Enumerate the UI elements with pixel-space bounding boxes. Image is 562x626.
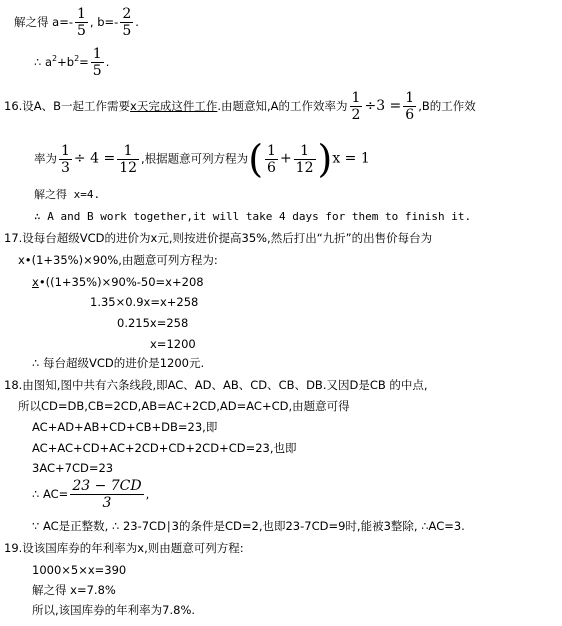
right-paren: ) xyxy=(317,137,333,181)
p17-line-4: 1.35×0.9x=x+258 xyxy=(90,295,199,309)
p18-line-1: 18.由图知,图中共有六条线段,即AC、AD、AB、CD、CB、DB.又因D是CB 的中点, xyxy=(4,378,428,392)
solution-line-sum-squares: ∴ $a^2+b^2=$ $\frac{1}{5}$ . xyxy=(34,46,110,79)
p17-line-5: 0.215x=258 xyxy=(117,316,189,330)
fraction-1-2: $\frac{1}{2}$ xyxy=(351,90,361,123)
fraction-1-5: $\frac{1}{5}$ xyxy=(77,6,86,39)
p16-line-4: ∴ A and B work together,it will take 4 days for them to finish it. xyxy=(34,210,472,223)
fraction-1-6: $\frac{1}{6}$ xyxy=(267,142,276,176)
p16-line-2: 率为 $\frac{1}{3}$ ÷ 4 = $\frac{1}{12}$ ,根据题意可列方程为( $\frac{1}{6}$ + $\frac{1}{12}$ )x = 1 xyxy=(34,137,370,181)
p18-line-3: AC+AD+AB+CD+CB+DB=23,即 xyxy=(32,420,218,434)
p17-line-3: x•((1+35%)×90%-50=x+208 xyxy=(32,275,204,289)
p18-line-6: ∴ AC= $\frac{23 - 7CD}{3}$ , xyxy=(32,478,150,511)
fraction-23-minus-7cd-over-3: $\frac{23 - 7CD}{3}$ xyxy=(72,478,142,511)
p19-line-4: 所以,该国库券的年利率为7.8%. xyxy=(32,603,196,617)
left-paren: ( xyxy=(248,137,264,181)
p16-line-3: 解之得 x=4. xyxy=(34,188,101,201)
p19-line-3: 解之得 x=7.8% xyxy=(32,583,116,597)
fraction-1-12: $\frac{1}{12}$ xyxy=(295,142,314,176)
p17-line-7: ∴ 每台超级VCD的进价是1200元. xyxy=(32,356,205,370)
p19-line-1: 19.设该国库券的年利率为x,则由题意可列方程: xyxy=(4,541,244,555)
p17-line-2: x•(1+35%)×90%,由题意可列方程为: xyxy=(18,253,218,267)
p16-line-1: 16.设A、B一起工作需要x天完成这件工作.由题意知,A的工作效率为 $\frac{1}{2}$ ÷3 = $\frac{1}{6}$ ,B的工作效 xyxy=(4,90,476,123)
fraction-1-12: $\frac{1}{12}$ xyxy=(119,142,138,176)
p18-line-4: AC+AC+CD+AC+2CD+CD+2CD+CD=23,也即 xyxy=(32,441,297,455)
p18-line-5: 3AC+7CD=23 xyxy=(32,461,114,475)
p17-line-1: 17.设每台超级VCD的进价为x元,则按进价提高35%,然后打出“九折”的出售价每台为 xyxy=(4,231,433,245)
p18-line-2: 所以CD=DB,CB=2CD,AB=AC+2CD,AD=AC+CD,由题意可得 xyxy=(18,399,350,413)
p17-line-6: x=1200 xyxy=(150,337,196,351)
fraction-1-3: $\frac{1}{3}$ xyxy=(61,142,70,176)
fraction-2-5: $\frac{2}{5}$ xyxy=(122,6,132,39)
solution-line-a-b: 解之得 a=- $\frac{1}{5}$ , b=- $\frac{2}{5}$ . xyxy=(14,6,139,39)
fraction-1-6: $\frac{1}{6}$ xyxy=(405,90,415,123)
p18-line-7: ∵ AC是正整数, ∴ 23-7CD∣3的条件是CD=2,也即23-7CD=9时,能被3整除, ∴AC=3. xyxy=(32,519,465,533)
p19-line-2: 1000×5×x=390 xyxy=(32,563,127,577)
fraction-1-5: $\frac{1}{5}$ xyxy=(92,46,102,79)
